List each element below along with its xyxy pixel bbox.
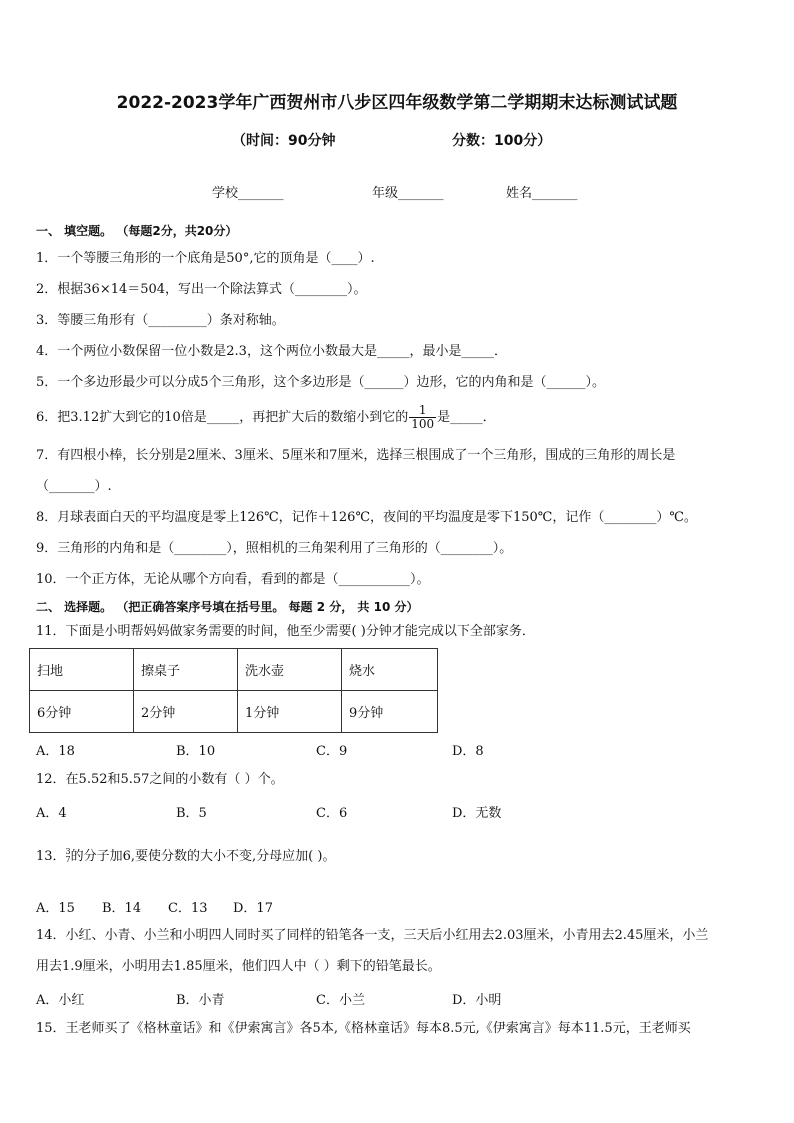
question-8: 8．月球表面白天的平均温度是零上126℃，记作＋126℃，夜间的平均温度是零下150℃，记作（________）℃。 [36, 510, 697, 525]
table-row [30, 649, 438, 691]
option-c: C．6 [316, 806, 348, 821]
question-15: 15．王老师买了《格林童话》和《伊索寓言》各5本,《格林童话》每本8.5元,《伊索寓言》每本11.5元，王老师买 [36, 1021, 691, 1036]
table-cell: 烧水 [342, 649, 438, 691]
question-6 [36, 404, 496, 431]
option-c: C．小兰 [316, 993, 365, 1008]
question-6-text: 6．把3.12扩大到它的10倍是_____，再把扩大后的数缩小到它的 [36, 410, 409, 425]
chores-table [29, 648, 438, 733]
question-3: 3．等腰三角形有（_________）条对称轴。 [36, 313, 285, 328]
table-cell: 扫地 [30, 649, 134, 691]
option-a: A．4 [36, 806, 67, 821]
question-7-continued: （_______）. [36, 479, 112, 494]
option-a: A．15 [36, 901, 75, 916]
section-multiple-choice: 二、 选择题。 （把正确答案序号填在括号里。 每题 2 分， 共 10 分） [36, 600, 419, 614]
question-4: 4．一个两位小数保留一位小数是2.3，这个两位小数最大是_____，最小是_____． [36, 344, 507, 359]
fraction-numerator: 1 [409, 404, 436, 418]
name-field: 姓名_______ [506, 186, 578, 201]
question-13 [36, 848, 335, 866]
question-10: 10．一个正方体，无论从哪个方向看，看到的都是（___________）。 [36, 572, 430, 587]
option-d: D．8 [452, 744, 484, 759]
table-row [30, 691, 438, 733]
option-a: A．小红 [36, 993, 85, 1008]
section-fill-blank: 一、 填空题。 （每题2分，共20分） [36, 224, 238, 238]
table-cell: 洗水壶 [238, 649, 342, 691]
question-9: 9．三角形的内角和是（________），照相机的三角架利用了三角形的（________）。 [36, 541, 513, 556]
school-field: 学校_______ [212, 186, 284, 201]
question-1: 1．一个等腰三角形的一个底角是50°,它的顶角是（____）. [36, 251, 375, 266]
question-13-text: 的分子加6,要使分数的大小不变,分母应加( )。 [70, 849, 336, 864]
question-14-continued: 用去1.9厘米，小明用去1.85厘米，他们四人中（ ）剩下的铅笔最长。 [36, 959, 441, 974]
table-cell: 1分钟 [238, 691, 342, 733]
question-7: 7．有四根小棒，长分别是2厘米、3厘米、5厘米和7厘米，选择三根围成了一个三角形，围成的三角形的周长是 [36, 448, 676, 463]
table-cell: 擦桌子 [134, 649, 238, 691]
option-a: A．18 [36, 744, 75, 759]
question-11: 11．下面是小明帮妈妈做家务需要的时间，他至少需要( )分钟才能完成以下全部家务． [36, 624, 535, 639]
grade-field: 年级_______ [372, 186, 444, 201]
option-b: B．小青 [176, 993, 225, 1008]
option-d: D．17 [233, 901, 273, 916]
option-b: B．14 [102, 901, 142, 916]
table-cell: 6分钟 [30, 691, 134, 733]
question-12: 12．在5.52和5.57之间的小数有（ ）个。 [36, 772, 284, 787]
option-d: D．小明 [452, 993, 502, 1008]
fraction-denominator: 100 [411, 417, 435, 431]
question-5: 5．一个多边形最少可以分成5个三角形，这个多边形是（______）边形，它的内角和是（______）。 [36, 375, 606, 390]
table-cell: 9分钟 [342, 691, 438, 733]
option-d: D．无数 [452, 806, 502, 821]
option-b: B．10 [176, 744, 216, 759]
table-cell: 2分钟 [134, 691, 238, 733]
total-score: 分数：100分） [452, 133, 552, 149]
question-2: 2．根据36×14＝504，写出一个除法算式（________）。 [36, 282, 367, 297]
time-limit: （时间：90分钟 [232, 133, 336, 149]
option-b: B．5 [176, 806, 207, 821]
page-title: 2022-2023学年广西贺州市八步区四年级数学第二学期期末达标测试试题 [116, 93, 678, 113]
fraction-numerator: 3 [65, 847, 71, 856]
option-c: C．13 [168, 901, 208, 916]
fraction [409, 404, 436, 431]
question-14: 14．小红、小青、小兰和小明四人同时买了同样的铅笔各一支，三天后小红用去2.03厘米，小青用去2.45厘米，小兰 [36, 928, 709, 943]
option-c: C．9 [316, 744, 348, 759]
question-13-number: 13． [36, 849, 66, 864]
question-6-tail: 是_____． [437, 410, 496, 425]
fraction-denominator: 7 [65, 855, 71, 864]
